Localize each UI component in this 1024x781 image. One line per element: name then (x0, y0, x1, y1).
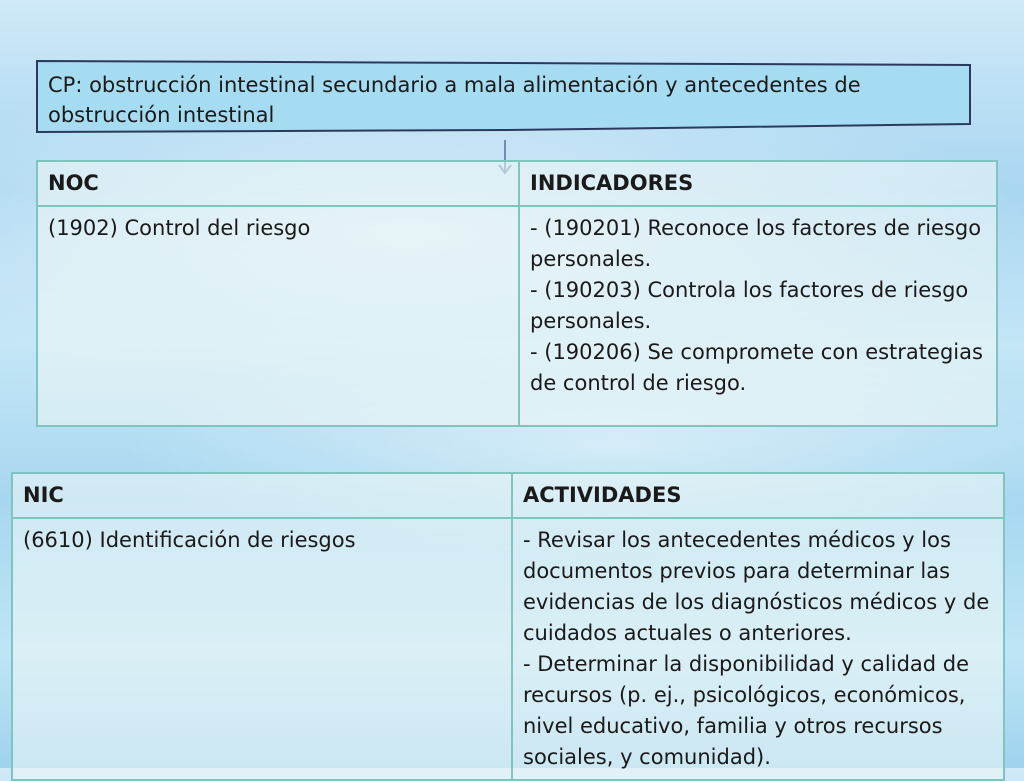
indicadores-header: INDICADORES (519, 161, 997, 206)
indicators-cell (519, 206, 997, 426)
noc-header: NOC (37, 161, 519, 206)
cp-text: CP: obstrucción intestinal secundario a mala alimentación y antecedentes de obstrucción intestinal (48, 73, 861, 127)
indicator-item: - (190201) Reconoce los factores de riesgo personales. (530, 216, 982, 271)
noc-body-row (37, 206, 997, 426)
nic-header: NIC (12, 473, 512, 518)
activities-cell (512, 518, 1004, 780)
cp-callout-box (36, 60, 971, 140)
actividades-header: ACTIVIDADES (512, 473, 1004, 518)
noc-header-row (37, 161, 997, 206)
noc-table (36, 160, 998, 427)
nic-body-row (12, 518, 1004, 780)
nic-intervention-cell: (6610) Identificación de riesgos (12, 518, 512, 780)
noc-outcome-cell: (1902) Control del riesgo (37, 206, 519, 426)
activity-item: - Determinar la disponibilidad y calidad de recursos (p. ej., psicológicos, económicos, nivel educativo, familia y otros recursos sociales, y comunidad). (523, 652, 970, 769)
nic-table (11, 472, 1005, 781)
indicator-item: - (190203) Controla los factores de riesgo personales. (530, 278, 969, 333)
nic-header-row (12, 473, 1004, 518)
indicator-item: - (190206) Se compromete con estrategias de control de riesgo. (530, 340, 983, 395)
activity-item: - Revisar los antecedentes médicos y los documentos previos para determinar las evidencias de los diagnósticos médicos y de cuidados actuales o anteriores. (523, 528, 990, 645)
